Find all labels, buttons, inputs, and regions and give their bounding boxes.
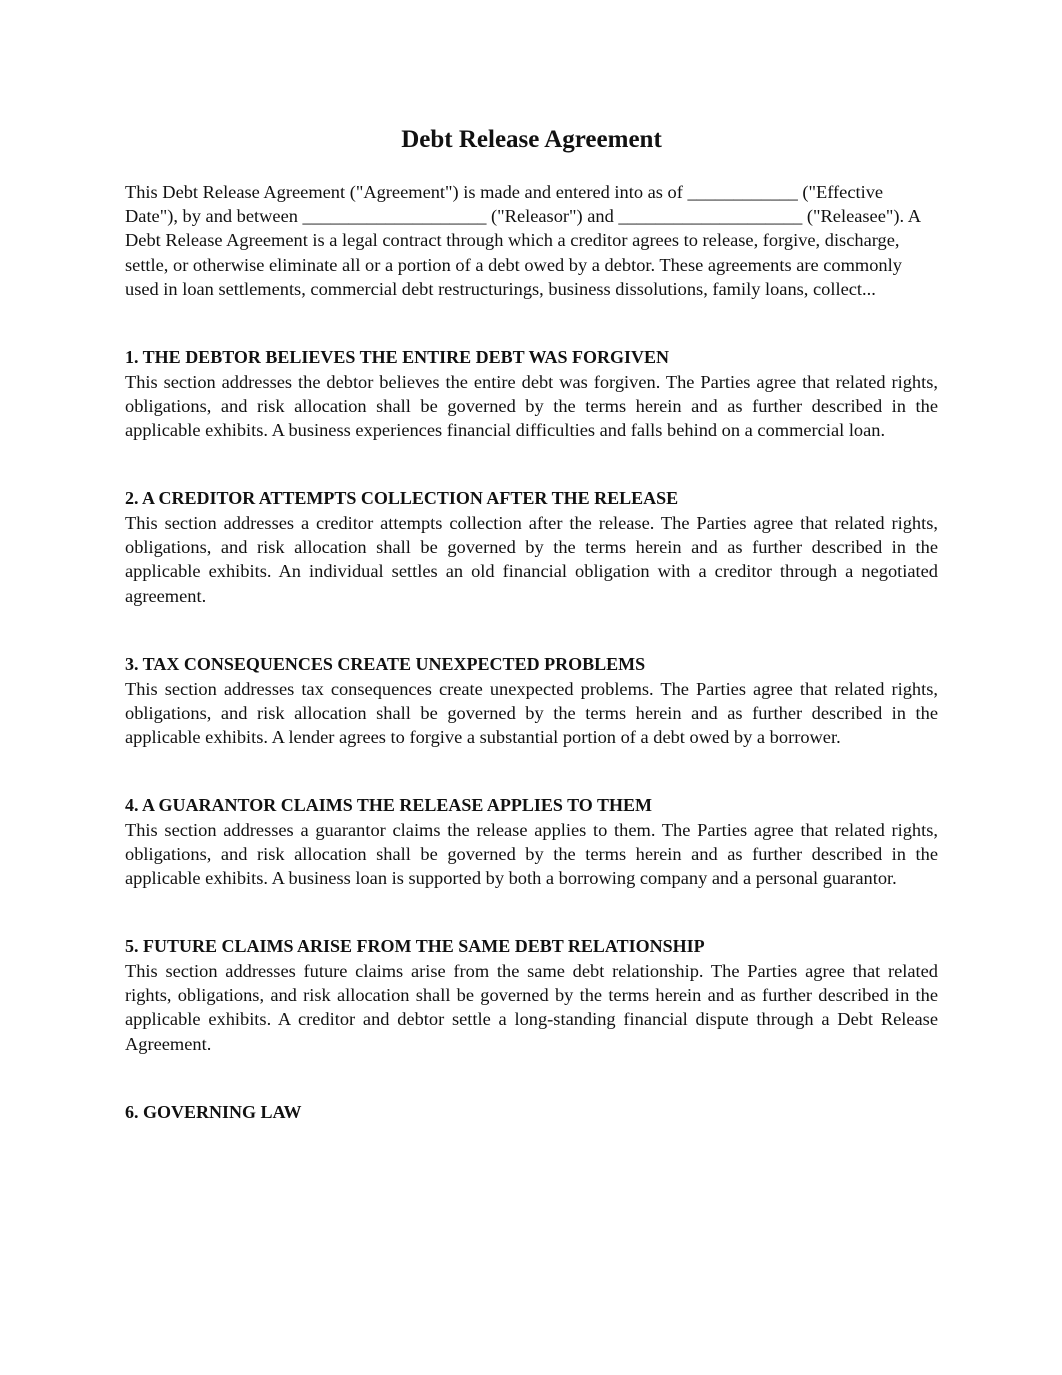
document-content — [125, 124, 938, 1125]
section-body: This section addresses the debtor believes the entire debt was forgiven. The Parties agree that related rights, obligations, and risk allocation shall be governed by the terms herein and as further described in the applicable exhibits. A business experiences financial difficulties and falls behind on a commercial loan. — [125, 372, 938, 441]
document-title: Debt Release Agreement — [401, 126, 662, 153]
section-heading: 6. GOVERNING LAW — [125, 1101, 302, 1122]
section-3 — [125, 652, 938, 749]
section-body: This section addresses tax consequences create unexpected problems. The Parties agree that related rights, obligations, and risk allocation shall be governed by the terms herein and as further described in the applicable exhibits. A lender agrees to forgive a substantial portion of a debt owed by a borrower. — [125, 678, 938, 747]
section-6 — [125, 1100, 938, 1125]
section-2 — [125, 486, 938, 607]
section-body: This section addresses future claims arise from the same debt relationship. The Parties agree that related rights, obligations, and risk allocation shall be governed by the terms herein and as further described in the applicable exhibits. A creditor and debtor settle a long-standing financial dispute through a Debt Release Agreement. — [125, 961, 938, 1054]
section-heading: 4. A GUARANTOR CLAIMS THE RELEASE APPLIES TO THEM — [125, 794, 652, 815]
intro-paragraph: This Debt Release Agreement ("Agreement") is made and entered into as of ____________ ("Effective Date"), by and between ____________________ ("Releasor") and ____________________ ("Releasee"). A Debt Release Agreement is a legal contract through which a creditor agrees to release, forgive, discharge, settle, or otherwise eliminate all or a portion of a debt owed by a debtor. These agreements are commonly used in loan settlements, commercial debt restructurings, business dissolutions, family loans, collect... — [125, 182, 920, 299]
section-body: This section addresses a creditor attempts collection after the release. The Parties agree that related rights, obligations, and risk allocation shall be governed by the terms herein and as further described in the applicable exhibits. An individual settles an old financial obligation with a creditor through a negotiated agreement. — [125, 513, 938, 606]
section-heading: 2. A CREDITOR ATTEMPTS COLLECTION AFTER THE RELEASE — [125, 488, 679, 509]
section-heading: 3. TAX CONSEQUENCES CREATE UNEXPECTED PROBLEMS — [125, 653, 646, 674]
section-4 — [125, 793, 938, 890]
section-heading: 1. THE DEBTOR BELIEVES THE ENTIRE DEBT WAS FORGIVEN — [125, 347, 670, 368]
section-body: This section addresses a guarantor claims the release applies to them. The Parties agree that related rights, obligations, and risk allocation shall be governed by the terms herein and as further described in the applicable exhibits. A business loan is supported by both a borrowing company and a personal guarantor. — [125, 819, 938, 889]
section-heading: 5. FUTURE CLAIMS ARISE FROM THE SAME DEBT RELATIONSHIP — [125, 936, 705, 957]
section-5 — [125, 934, 938, 1055]
section-1 — [125, 345, 938, 442]
